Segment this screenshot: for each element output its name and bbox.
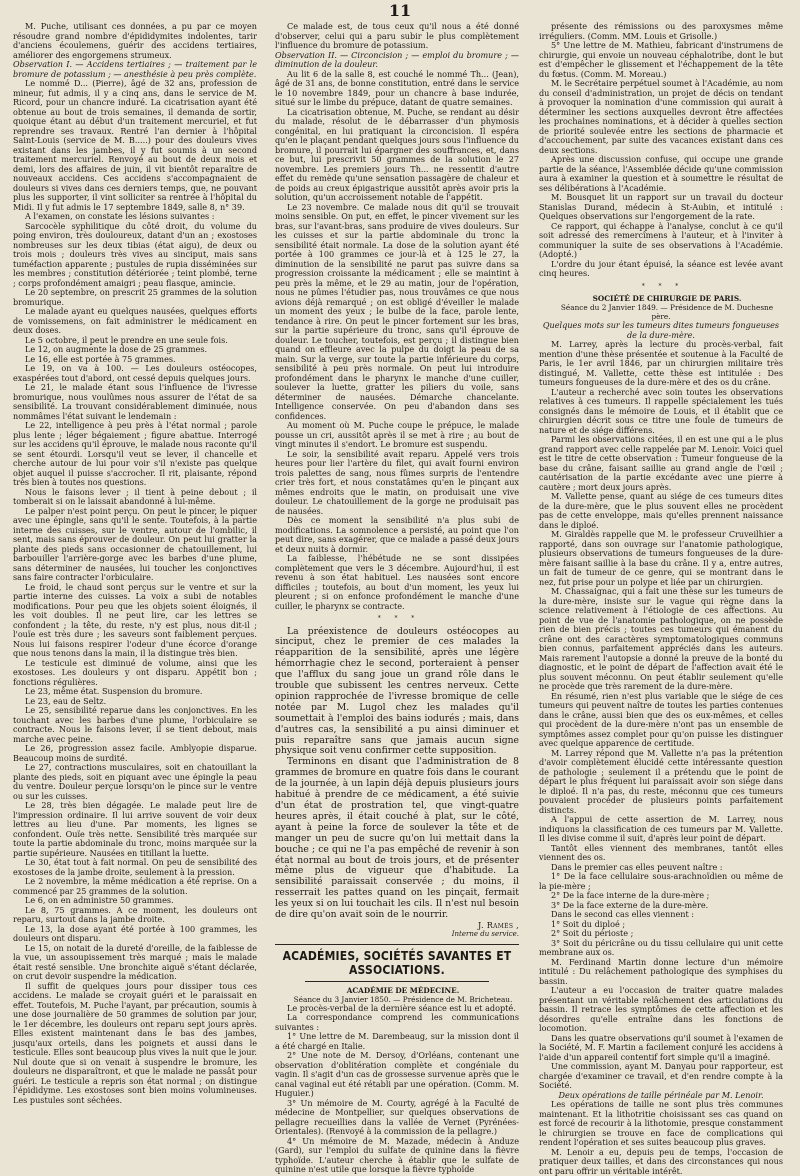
author-role: Interne du service. bbox=[275, 930, 519, 940]
list-item: 1° De la face cellulaire sous-arachnoïdien ou même de la pie-mère ; bbox=[539, 872, 783, 891]
separator: * * * bbox=[539, 282, 783, 292]
paragraph: Le 22, intelligence à peu près à l'état normal ; parole plus lente ; léger bégaiement ; figure abattue. Interrogé sur les accidens qu'il éprouve, le malade nous raconte qu'il se sent étourdi. Lorsqu'il veut se lever, il chancelle et cherche autour de lui pour voir s'il n'existe pas quelque objet auquel il puisse s'accrocher. Il rit, plaisante, répond très bien à toutes nos questions. bbox=[13, 421, 257, 488]
paragraph: Le procès-verbal de la dernière séance est lu et adopté. bbox=[275, 1004, 519, 1014]
paragraph: Le 27, contractions musculaires, soit en chatouillant la plante des pieds, soit en piquant avec une épingle la peau du ventre. Douleur perçue lorsqu'on le pince sur le ventre ou sur les cuisses. bbox=[13, 763, 257, 801]
column-1 bbox=[13, 22, 257, 1114]
paragraph: La préexistence de douleurs ostéocopes au sinciput, chez le premier de ces malades la réapparition de la sensibilité, après une légère hémorrhagie chez le second, porteraient à penser que l'afflux du sang joue un grand rôle dans le trouble que subissent les centres nerveux. Cette opinion rapprochée de l'ivresse bromique de celle notée par M. Lugol chez les malades qu'il soumettait à l'emploi des bains iodurés ; mais, dans d'autres cas, la sensibilité a pu ainsi diminuer et puis reparaître sans que jamais aucun signe physique soit venu confirmer cette supposition. bbox=[275, 627, 519, 758]
paragraph: Le 30, état tout à fait normal. On peu de sensibilité des exostoses de la jambe droite, seulement à la pression. bbox=[13, 858, 257, 877]
paragraph: Le 23 novembre. Ce malade nous dit qu'il se trouvait moins sensible. On put, en effet, le pincer vivement sur les bras, sur l'avant-bras, sans produire de vives douleurs. Sur les cuisses et sur la partie abdominale du tronc la sensibilité était normale. La dose de la solution ayant été portée à 100 grammes ce jour-là et à 125 le 27, la diminution de la sensibilité ne parut pas suivre dans sa progression croissante la médicament ; elle se maintint à peu près la même, et le 29 au matin, jour de l'opération, nous ne pûmes l'étudier pas, nous trouvâmes ce que nous avions déjà remarqué ; on est obligé d'éveiller le malade un moment des yeux ; le bulbe de la face, parole lente, tendance à rire. On peut le pincer fortement sur les bras, sur la partie supérieure du tronc, sans qu'il éprouve de douleur. Le toucher, toutefois, est perçu ; il distingue bien quand on effleure avec la pulpe du doigt la peau de sa main. Sur la verge, sur toute la partie inférieure du corps, sensibilité à peu près normale. On peut lui introduire profondément dans le pharynx le manche d'une cuiller, soulever la luette, gratter les piliers du voile, sans déterminer de nausées. Démarche chancelante. Intelligence conservée. On peu d'abandon dans ses confidences. bbox=[275, 203, 519, 422]
paragraph: 3° Un mémoire de M. Courty, agrégé à la Faculté de médecine de Montpellier, sur quelques observations de pellagre recueillies dans la vallée de Vernet (Pyrénées-Orientales). (Renvoyé à la commission de la pellagre.) bbox=[275, 1099, 519, 1137]
paragraph: Le 2 novembre, la même médication a été reprise. On a commencé par 25 grammes de la solution. bbox=[13, 877, 257, 896]
paragraph: Dans les quatre observations qu'il soumet à l'examen de la Société, M. F. Martin a facilement conjuré les accidens à l'aide d'un appareil contentif fort simple qu'il a imaginé. bbox=[539, 1034, 783, 1063]
paragraph: Au lit 6 de la salle 8, est couché le nommé Th... (Jean), âgé de 31 ans, de bonne constitution, entré dans le service le 10 novembre 1849, pour un chancre à base indurée, situé sur le limbe du prépuce, datant de quatre semaines. bbox=[275, 70, 519, 108]
academy-title: ACADÉMIE DE MÉDECINE. bbox=[275, 986, 519, 995]
paragraph: 2° Une note de M. Dersoy, d'Orléans, contenant une observation d'oblitération complète et congéniale du vagin. Il s'agit d'un cas de grossesse survenue après que le canal vaginal eut été rétabli par une opération. (Comm. M. Huguier.) bbox=[275, 1051, 519, 1099]
paragraph: Le 13, la dose ayant été portée à 100 grammes, les douleurs ont disparu. bbox=[13, 925, 257, 944]
paragraph: M. Larrey, après la lecture du procès-verbal, fait mention d'une thèse présentée et soutenue à la Faculté de Paris, le 1er avril 1846, par un chirurgien militaire très distingué, M. Vallette, cette thèse est intitulée : Des tumeurs fongueuses de la dure-mère et des os du crâne. bbox=[539, 340, 783, 388]
paragraph: Le 8, 75 grammes. A ce moment, les douleurs ont reparu, surtout dans la jambe droite. bbox=[13, 906, 257, 925]
paragraph: La faiblesse, l'hébétude ne se sont dissipées complètement que vers le 3 décembre. Aujourd'hui, il est revenu à son état habituel. Les nausées sont encore difficiles ; toutefois, au bout d'un moment, les yeux lui pleurent ; si on enfonce profondément le manche d'une cuiller, le pharynx se contracte. bbox=[275, 554, 519, 611]
paragraph: L'ordre du jour étant épuisé, la séance est levée avant cinq heures. bbox=[539, 260, 783, 279]
author-signature: J. Ramès , bbox=[275, 921, 519, 931]
paragraph: L'auteur a recherché avec soin toutes les observations relatives à ces tumeurs. Il rappelle spécialement les tués consignés dans le mémoire de Louis, et il établit que ce chirurgien décrit sous ce titre une foule de tumeurs de nature et de siége différens. bbox=[539, 388, 783, 436]
paragraph: Le nommé D... (Pierre), âgé de 32 ans, profession de mineur, fut admis, il y a cinq ans, dans le service de M. Ricord, pour un chancre induré. La cicatrisation ayant été obtenue au bout de trois semaines, il demanda de sortir, quoique étant au début d'un traitement mercuriel, et fut reprendre ses travaux. Rentré l'an dernier à l'hôpital Saint-Louis (service de M. B.....) pour des douleurs vives existant dans les jambes, il y fut soumis à un second traitement mercuriel. Renvoyé au bout de deux mois et demi, lors des affaires de juin, il vit bientôt reparaître de nouveaux accidens. Ces accidens s'accompagnaient de douleurs si vives dans ces derniers temps, que, ne pouvant plus les supporter, il vint solliciter sa rentrée à l'hôpital du Midi. Il y fut admis le 17 septembre 1849, salle 8, n° 39. bbox=[13, 79, 257, 212]
paragraph: M. Bousquet lit un rapport sur un travail du docteur Stanislas Durand, médecin à St-Aubin, et intitulé : Quelques observations sur l'engorgement de la rate. bbox=[539, 193, 783, 222]
paragraph: Le froid, le chaud sont perçus sur le ventre et sur la partie interne des cuisses. La voix a subi de notables modifications. Pour peu que les objets soient éloignés, il les voit doubles. Il ne peut lire, car les lettres se confondent ; la tête, du reste, n'y est plus, nous dit-il ; l'ouïe est très dure ; les saveurs sont faiblement perçues. Nous lui faisons respirer l'odeur d'une écorce d'orange que nous tenons dans la main, il la distingue très bien. bbox=[13, 583, 257, 659]
paragraph: Le 20 septembre, on prescrit 25 grammes de la solution bromurique. bbox=[13, 288, 257, 307]
paragraph: Le testicule est diminué de volume, ainsi que les exostoses. Les douleurs y ont disparu. Appétit bon ; fonctions régulières. bbox=[13, 659, 257, 688]
observation-heading: Observation I. — Accidens tertiaires ; — traitement par le bromure de potassium ; — anesthésie à peu près complète. bbox=[13, 60, 257, 79]
list-item: 2° De la face interne de la dure-mère ; bbox=[539, 891, 783, 901]
session-info: Séance du 3 Janvier 1850. — Présidence de M. Bricheteau. bbox=[275, 995, 519, 1004]
paragraph: présente des rémissions ou des paroxysmes même irréguliers. (Comm. MM. Louis et Grisolle.) bbox=[539, 22, 783, 41]
paragraph: Le malade ayant eu quelques nausées, quelques efforts de vomissemens, on fait administrer le médicament en deux doses. bbox=[13, 307, 257, 336]
paragraph: Dans le second cas elles viennent : bbox=[539, 910, 783, 920]
paragraph: Nous le faisons lever ; il tient à peine debout ; il tomberait si on le laissait abandonné à lui-même. bbox=[13, 488, 257, 507]
paragraph: Le palper n'est point perçu. On peut le pincer, le piquer avec une épingle, sans qu'il le sente. Toutefois, à la partie interne des cuisses, sur le ventre, autour de l'ombilic, il sent, mais sans éprouver de douleur. On peut lui gratter la plante des pieds sans occasionner de chatouillement, lui barbouiller l'arrière-gorge avec les barbes d'une plume, sans déterminer de nausées, lui toucher les conjonctives sans faire contracter l'orbiculaire. bbox=[13, 507, 257, 583]
paragraph: 1° Une lettre de M. Darembeaug, sur la mission dont il a été chargé en Italie. bbox=[275, 1032, 519, 1051]
paragraph: Ce malade est, de tous ceux qu'il nous a été donné d'observer, celui qui a paru subir le plus complètement l'influence du bromure de potassium. bbox=[275, 22, 519, 51]
paragraph: Les opérations de taille ne sont plus très communes maintenant. Et la lithotritie choisissant ses cas quand on est forcé de recourir à la lithotomie, presque constamment le chirurgien se trouve en face de complications qui rendent l'opération et ses suites beaucoup plus graves. bbox=[539, 1100, 783, 1148]
separator: * * * bbox=[275, 614, 519, 624]
paragraph: Sarcocèle syphilitique du côté droit, du volume du poing environ, très douloureux, datant d'un an ; exostoses nombreuses sur les deux tibias (état aigu), de deux ou trois mois ; douleurs très vives au sinciput, mais sans tuméfaction apparente ; pustules de rupia disséminées sur les membres ; constitution détériorée ; teint plombé, terne ; corps profondément amaigri ; peau flasque, amincie. bbox=[13, 222, 257, 289]
paragraph: Le 6, on en administre 50 grammes. bbox=[13, 896, 257, 906]
paragraph: Le 26, progression assez facile. Amblyopie disparue. Beaucoup moins de surdité. bbox=[13, 744, 257, 763]
paragraph: Le 23, même état. Suspension du bromure. bbox=[13, 687, 257, 697]
paragraph: La correspondance comprend les communications suivantes : bbox=[275, 1013, 519, 1032]
paragraph: Terminons en disant que l'administration de 8 grammes de bromure en quatre fois dans le courant de la journée, à un lapin déjà depuis plusieurs jours habitué à prendre de ce médicament, a été suivie d'un état de prostration tel, que vingt-quatre heures après, il était couché à plat, sur le côté, ayant à peine la force de soulever la tête et de manger un peu de sucre qu'on lui mettait dans la bouche ; ce qui ne l'a pas empêché de revenir à son état normal au bout de trois jours, et de présenter même plus de vigueur que d'habitude. La sensibilité paraissait conservée ; du moins, il resserrait les pattes quand on les pinçait, fermait les yeux si on lui touchait les cils. Il n'est nul besoin de dire qu'on avait soin de le nourrir. bbox=[275, 757, 519, 921]
paragraph: Le 25, sensibilité reparue dans les conjonctives. En les touchant avec les barbes d'une plume, l'orbiculaire se contracte. Nous le faisons lever, il se tient debout, mais marche avec peine. bbox=[13, 706, 257, 744]
paragraph: Après une discussion confuse, qui occupe une grande partie de la séance, l'Assemblée décide qu'une commission aura à examiner la question et à soumettre le résultat de ses délibérations à l'Académie. bbox=[539, 155, 783, 193]
paragraph: Le 15, on notait de la dureté d'oreille, de la faiblesse de la vue, un assoupissement très marqué ; mais le malade était resté sensible. Une bronchite aiguë s'étant déclarée, on crut devoir suspendre la médication. bbox=[13, 944, 257, 982]
section-heading: ACADÉMIES, SOCIÉTÉS SAVANTES ET ASSOCIATIONS. bbox=[275, 949, 519, 977]
paragraph: M. Giraldès rappelle que M. le professeur Cruveilhier a rapporté, dans son ouvrage sur l'anatomie pathologique, plusieurs observations de tumeurs fongueuses de la dure-mère faisant saillie à la base du crâne. Il y a, entre autres, un fait de tumeur de ce genre, qui se montrant dans le nez, fut prise pour un polype et liée par un chirurgien. bbox=[539, 530, 783, 587]
paragraph: A l'appui de cette assertion de M. Larrey, nous indiquons la classification de ces tumeurs par M. Vallette. Il les divise comme il suit, d'après leur point de départ. bbox=[539, 815, 783, 844]
column-3 bbox=[539, 22, 783, 1114]
paragraph: M. le Secrétaire perpétuel soumet à l'Académie, au nom du conseil d'administration, un projet de décis on tendant à provoquer la nomination d'une commission qui aurait à déterminer les sections auxquelles devront être affectées les prochaines nominations, et à décider à quelles section de priorité soulevée entre les sections de pharmacie et d'accouchement, par suite des vacances existant dans ces deux sections. bbox=[539, 79, 783, 155]
page-number: 11 bbox=[0, 2, 800, 20]
paragraph: Le 16, elle est portée à 75 grammes. bbox=[13, 355, 257, 365]
society-title: SOCIÉTÉ DE CHIRURGIE DE PARIS. bbox=[539, 294, 783, 303]
paragraph: 5° Une lettre de M. Mathieu, fabricant d'instrumens de chirurgie, qui envoie un nouveau céphalotribe, dont le but est d'empêcher le glissement et l'échappement de la tête du fœtus. (Comm. M. Moreau.) bbox=[539, 41, 783, 79]
paragraph: Parmi les observations citées, il en est une qui a le plus grand rapport avec celle rappelée par M. Lenoir. Voici quel est le titre de cette observation : Tumeur fongueuse de la base du crâne, faisant saillie au grand angle de l'œil ; cautérisation de la partie excédante avec une pierre à cautère ; mort deux jours après. bbox=[539, 435, 783, 492]
paragraph: Tantôt elles viennent des membranes, tantôt elles viennent des os. bbox=[539, 844, 783, 863]
paragraph: Le 28, très bien dégagée. Le malade peut lire de l'impression ordinaire. Il lui arrive souvent de voir deux lettres au lieu d'une. Par moments, les lignes se confondent. Ouïe très nette. Sensibilité très marquée sur toute la partie abdominale du tronc, moins marquée sur la partie supérieure. Nausées en titillant la luette. bbox=[13, 801, 257, 858]
paragraph: Dès ce moment la sensibilité n'a plus subi de modifications. La somnolence a persisté, au point que l'on peut dire, sans exagérer, que ce malade a passé deux jours et deux nuits à dormir. bbox=[275, 516, 519, 554]
paragraph: Le 5 octobre, il peut le prendre en une seule fois. bbox=[13, 336, 257, 346]
section-divider bbox=[275, 944, 519, 945]
list-item: 2° Soit du périoste ; bbox=[539, 929, 783, 939]
observation-heading: Observation II. — Circoncision ; — emploi du bromure ; — diminution de la douleur. bbox=[275, 51, 519, 70]
paragraph: M. Puche, utilisant ces données, a pu par ce moyen résoudre grand nombre d'épididymites indolentes, tarir d'anciens écoulemens, guérir des accidens tertiaires, améliorer des engorgemens strumeux. bbox=[13, 22, 257, 60]
paragraph: Dans le premier cas elles peuvent naître : bbox=[539, 863, 783, 873]
paragraph: L'auteur a eu l'occasion de traiter quatre malades présentant un véritable relâchement des articulations du bassin. Il retrace les symptômes de cette affection et les désordres qu'elle entraîne dans les fonctions de locomotion. bbox=[539, 986, 783, 1034]
subsection-title: Deux opérations de taille périnéale par M. Lenoir. bbox=[539, 1091, 783, 1101]
paragraph: Une commission, ayant M. Danyau pour rapporteur, est chargée d'examiner ce travail, et d'en rendre compte à la Société. bbox=[539, 1062, 783, 1091]
paragraph: Au moment où M. Puche coupe le prépuce, le malade pousse un cri, aussitôt après il se met à rire ; au bout de vingt minutes il s'endort. Le bromure est suspendu. bbox=[275, 421, 519, 450]
paragraph: M. Vallette pense, quant au siége de ces tumeurs dites de la dure-mère, que le plus souvent elles ne procèdent pas de cette enveloppe, mais qu'elles prennent naissance dans le diploé. bbox=[539, 492, 783, 530]
list-item: 3° De la face externe de la dure-mère. bbox=[539, 901, 783, 911]
divider bbox=[305, 981, 489, 982]
paragraph: M. Chassaignac, qui a fait une thèse sur les tumeurs de la dure-mère, insiste sur le vague qui règne dans la science relativement à l'étiologie de ces affections. Au point de vue de l'anatomie pathologique, on ne possède rien de bien précis ; toutes ces tumeurs qui émanent du crâne ont des caractères symptomatologiques communs bien connus, parfaitement appréciés dans les auteurs. Mais rarement l'autopsie a donné la preuve de la bonté du diagnostic, et le point de départ de l'affection avait été le plus souvent méconnu. On peut établir seulement qu'elle ne procède que très rarement de la dure-mère. bbox=[539, 587, 783, 692]
column-2 bbox=[275, 22, 519, 1114]
paragraph: M. Ferdinand Martin donne lecture d'un mémoire intitulé : Du relâchement pathologique des symphises du bassin. bbox=[539, 958, 783, 987]
list-item: 3° Soit du péricrâne ou du tissu cellulaire qui unit cette membrane aux os. bbox=[539, 939, 783, 958]
session-info: Séance du 2 Janvier 1849. — Présidence de M. Duchesne père. bbox=[539, 303, 783, 321]
paragraph: 4° Un mémoire de M. Mazade, médecin à Anduze (Gard), sur l'emploi du sulfate de quinine dans la fièvre typhoïde. L'auteur cherche à établir que le sulfate de quinine n'est utile que lorsque la fièvre typhoïde bbox=[275, 1137, 519, 1175]
paragraph: Ce rapport, qui échappe à l'analyse, conclut à ce qu'il soit adressé des remercîmens à l'auteur, et à l'inviter à communiquer la suite de ses observations à l'Académie. (Adopté.) bbox=[539, 222, 783, 260]
paragraph: Il suffit de quelques jours pour dissiper tous ces accidens. Le malade se croyait guéri et le paraissait en effet. Toutefois, M. Puche l'ayant, par précaution, soumis à une dose journalière de 50 grammes de solution par jour, le 1er décembre, les douleurs ont reparu sept jours après. Elles existent maintenant dans le bas des jambes, jusqu'aux orteils, dans les poignets et aussi dans le testicule. Elles sont beaucoup plus vives la nuit que le jour. Nul doute que si on venait à suspendre le bromure, les douleurs ne disparaîtront, et que le malade ne passât pour guéri. Le testicule a repris son état normal ; on distingue l'épididyme. Les exostoses sont bien moins volumineuses. Les pustules sont séchées. bbox=[13, 982, 257, 1106]
paragraph: M. Larrey répond que M. Vallette n'a pas la prétention d'avoir complètement élucidé cette intéressante question de pathologie ; seulement il a prétendu que le point de départ le plus fréquent lui paraissait avoir son siége dans le diploé. Il n'a pas, du reste, méconnu que ces tumeurs pouvaient procéder de plusieurs points parfaitement distincts. bbox=[539, 749, 783, 816]
paragraph: Le 23, eau de Seltz. bbox=[13, 697, 257, 707]
paragraph: M. Lenoir a eu, depuis peu de temps, l'occasion de pratiquer deux tailles, et dans des circonstances qui nous ont paru offrir un véritable intérêt. bbox=[539, 1148, 783, 1176]
paragraph: Le soir, la sensibilité avait reparu. Appelé vers trois heures pour lier l'artère du filet, qui avait fourni environ trois palettes de sang, nous fûmes surpris de l'entendre crier très fort, et nous constatâmes qu'en le pinçant aux mêmes endroits que le matin, on produisait une vive douleur. Le chatouillement de la gorge ne produisait pas de nausées. bbox=[275, 450, 519, 517]
paragraph: La cicatrisation obtenue, M. Puche, se rendant au désir du malade, résolut de le débarrasser d'un phymosis congénital, en lui pratiquant la circoncision. Il espéra qu'en le plaçant pendant quelques jours sous l'influence du bromure, il pourrait lui épargner des souffrances, et, dans ce but, lui prescrivit 50 grammes de la solution le 27 novembre. Les premiers jours Th... ne ressentit d'autre effet du remède qu'une sensation passagère de chaleur et de poids au creux épigastrique aussitôt après avoir pris la solution, qu'un accroissement notable de l'appétit. bbox=[275, 108, 519, 203]
article-title: Quelques mots sur les tumeurs dites tumeurs fongueuses de la dure-mère. bbox=[539, 321, 783, 340]
list-item: 1° Soit du diploé ; bbox=[539, 920, 783, 930]
paragraph: Le 12, on augmente la dose de 25 grammes. bbox=[13, 345, 257, 355]
paragraph: En résumé, rien n'est plus variable que le siége de ces tumeurs qui peuvent naître de toutes les parties contenues dans le crâne, aussi bien que des os eux-mêmes, et celles qui procèdent de la dure-mère n'ont pas un ensemble de symptômes assez complet pour qu'on puisse les distinguer avec quelque apparence de certitude. bbox=[539, 692, 783, 749]
paragraph: A l'examen, on constate les lésions suivantes : bbox=[13, 212, 257, 222]
paragraph: Le 21, le malade étant sous l'influence de l'ivresse bromurique, nous voulûmes nous assurer de l'état de sa sensibilité. La trouvant considérablement diminuée, nous nommâmes l'état suivant le lendemain : bbox=[13, 383, 257, 421]
paragraph: Le 19, on va à 100. — Les douleurs ostéocopes, exaspérées tout d'abord, ont cessé depuis quelques jours. bbox=[13, 364, 257, 383]
